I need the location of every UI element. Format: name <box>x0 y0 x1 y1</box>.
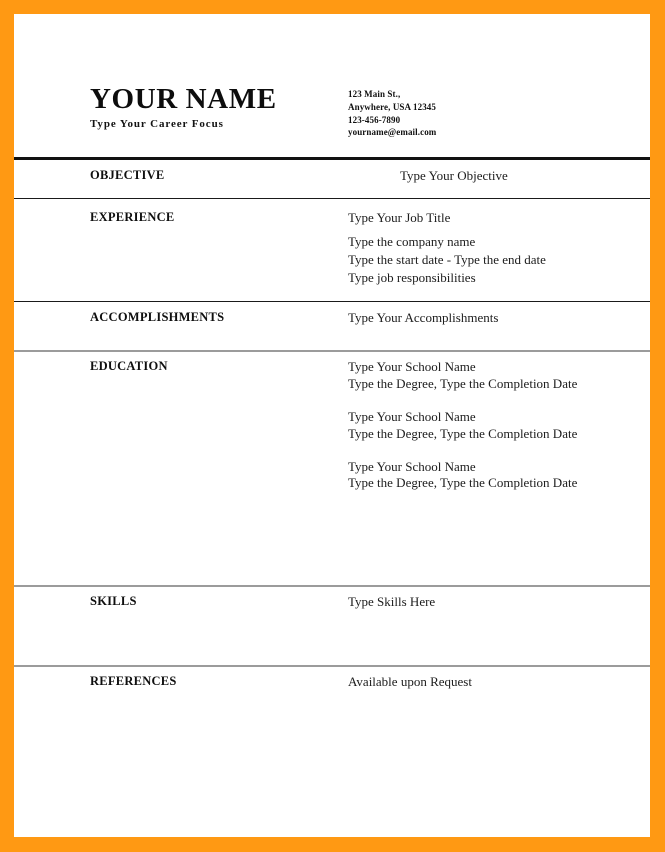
education-entry <box>348 359 638 393</box>
contact-street[interactable]: 123 Main St., <box>348 89 401 99</box>
section-body-references <box>348 674 638 691</box>
divider-above-references <box>14 665 650 667</box>
divider-above-accomplishments <box>14 301 650 302</box>
experience-dates[interactable]: Type the start date - Type the end date <box>348 251 546 267</box>
resume-sheet <box>14 14 650 837</box>
section-label-experience: EXPERIENCE <box>90 210 175 224</box>
education-school-name[interactable]: Type Your School Name <box>348 408 476 424</box>
contact-email[interactable]: yourname@email.com <box>348 127 437 138</box>
page-border-top <box>0 0 665 14</box>
education-degree-and-date[interactable]: Type the Degree, Type the Completion Date <box>348 425 578 441</box>
contact-city[interactable]: Anywhere, USA 12345 <box>348 101 436 112</box>
section-label-references: REFERENCES <box>90 674 177 688</box>
divider-above-skills <box>14 585 650 587</box>
section-label-accomplishments: ACCOMPLISHMENTS <box>90 310 225 324</box>
education-entry <box>348 459 638 493</box>
applicant-name[interactable]: YOUR NAME <box>90 83 277 115</box>
career-focus-line[interactable]: Type Your Career Focus <box>90 118 224 131</box>
education-entry <box>348 409 638 443</box>
education-school-name[interactable]: Type Your School Name <box>348 458 476 474</box>
section-label-skills: SKILLS <box>90 594 137 608</box>
objective-value[interactable]: Type Your Objective <box>400 168 508 183</box>
page-border-left <box>0 0 14 852</box>
section-label-objective: OBJECTIVE <box>90 168 165 182</box>
page-border-bottom <box>0 837 665 852</box>
contact-phone[interactable]: 123-456-7890 <box>348 114 401 125</box>
accomplishments-value[interactable]: Type Your Accomplishments <box>348 310 499 325</box>
experience-responsibilities[interactable]: Type job responsibilities <box>348 269 476 285</box>
section-body-education <box>348 359 638 492</box>
divider-above-objective <box>14 157 650 160</box>
section-body-skills <box>348 594 638 611</box>
experience-company-name[interactable]: Type the company name <box>348 233 476 249</box>
section-body-objective <box>400 168 640 185</box>
name-block <box>90 84 277 130</box>
contact-block[interactable] <box>348 88 436 139</box>
education-degree-and-date[interactable]: Type the Degree, Type the Completion Date <box>348 375 578 391</box>
experience-job-title[interactable]: Type Your Job Title <box>348 210 451 225</box>
skills-value[interactable]: Type Skills Here <box>348 594 436 609</box>
section-body-experience <box>348 210 638 288</box>
education-school-name[interactable]: Type Your School Name <box>348 359 476 374</box>
divider-above-education <box>14 350 650 352</box>
divider-above-experience <box>14 198 650 199</box>
section-label-education: EDUCATION <box>90 359 168 373</box>
page-border-right <box>650 0 665 852</box>
references-value[interactable]: Available upon Request <box>348 674 472 689</box>
resume-header <box>14 14 650 142</box>
section-body-accomplishments <box>348 310 638 327</box>
education-degree-and-date[interactable]: Type the Degree, Type the Completion Date <box>348 475 578 491</box>
